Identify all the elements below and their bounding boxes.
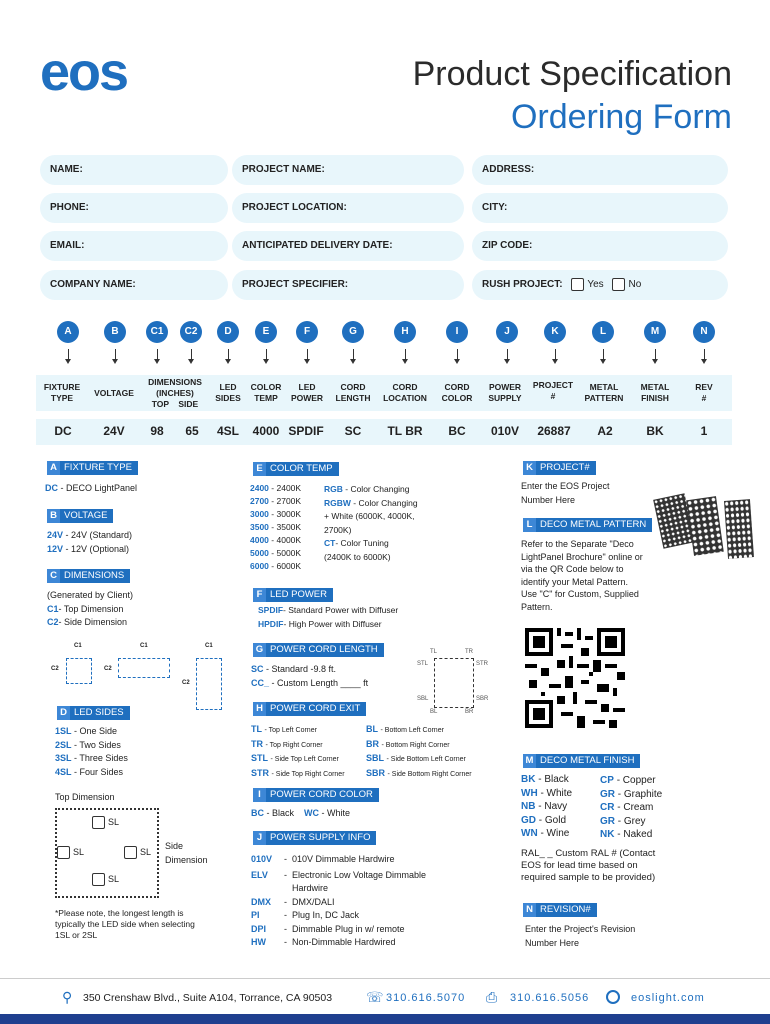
code-circle: J xyxy=(496,321,518,343)
email-field[interactable]: EMAIL: xyxy=(40,231,228,261)
sl-top-checkbox[interactable] xyxy=(92,816,105,829)
section-b-header: B VOLTAGE xyxy=(47,509,113,523)
power-supply-dashes: - - - - - - xyxy=(284,854,287,947)
specifier-field[interactable]: PROJECT SPECIFIER: xyxy=(232,270,464,300)
code-circle: H xyxy=(394,321,416,343)
value-cord-color[interactable]: BC xyxy=(448,424,466,438)
col-project: PROJECT # xyxy=(532,380,574,401)
code-circle: G xyxy=(342,321,364,343)
c2-label: C2 xyxy=(51,666,59,672)
col-led-sides: LED SIDES xyxy=(215,382,241,403)
section-d-header: D LED SIDES xyxy=(57,706,130,720)
page-subtitle: Ordering Form xyxy=(510,98,732,136)
code-circle: D xyxy=(217,321,239,343)
col-power-supply: POWER SUPPLY xyxy=(488,382,522,403)
value-top[interactable]: 98 xyxy=(150,424,164,438)
city-field[interactable]: CITY: xyxy=(472,193,728,223)
section-b-text: 24V - 24V (Standard) 12V - 12V (Optional) xyxy=(47,530,133,554)
code-circle: C2 xyxy=(180,321,202,343)
section-d-text: 1SL - One Side 2SL - Two Sides 3SL - Three Sides 4SL - Four Sides xyxy=(55,726,128,777)
value-cord-location[interactable]: TL BR xyxy=(387,424,423,438)
section-g-header: G POWER CORD LENGTH xyxy=(253,643,384,657)
footer-fax[interactable]: 310.616.5056 xyxy=(510,992,590,1004)
code-circle: K xyxy=(544,321,566,343)
revision-text: Enter the Project's Revision Number Here xyxy=(525,924,636,948)
section-f-header: F LED POWER xyxy=(253,588,333,602)
cord-exit-box xyxy=(434,658,474,708)
value-led-sides[interactable]: 4SL xyxy=(216,424,239,438)
value-led-power[interactable]: SPDIF xyxy=(288,424,324,438)
sl-right-checkbox[interactable] xyxy=(124,846,137,859)
col-voltage: VOLTAGE xyxy=(94,388,134,398)
col-cord-location: CORD LOCATION xyxy=(383,382,427,403)
col-fixture-type: FIXTURE TYPE xyxy=(43,382,81,403)
c1-label: C1 xyxy=(74,643,82,649)
down-arrow-icon xyxy=(307,349,308,361)
diag-label: SBR xyxy=(476,696,489,702)
c2-label: C2 xyxy=(182,680,190,686)
section-a-text: DC - DECO LightPanel xyxy=(45,483,138,493)
sl-bottom-checkbox[interactable] xyxy=(92,873,105,886)
ral-note: RAL_ _ Custom RAL # (Contact EOS for lead time based on required sample to be provided) xyxy=(521,848,656,883)
rush-label: RUSH PROJECT: xyxy=(482,279,563,290)
c1-label: C1 xyxy=(140,643,148,649)
power-supply-descriptions: 010V Dimmable Hardwire Electronic Low Voltage Dimmable Hardwire DMX/DALI Plug In, DC Jack Dimmable Plug in w/ remote Non-Dimmable Hardwired xyxy=(292,854,427,947)
diag-label: SBL xyxy=(417,696,429,702)
value-side[interactable]: 65 xyxy=(185,424,199,438)
value-metal-finish[interactable]: BK xyxy=(646,424,664,438)
footer xyxy=(0,978,770,1015)
color-changing-list: RGB - Color Changing RGBW - Color Changing + White (6000K, 4000K, 2700K) CT- Color Tuning (2400K to 6000K) xyxy=(324,484,418,562)
col-dimensions: DIMENSIONS (INCHES) TOP SIDE xyxy=(148,377,202,409)
metal-finish-right: CP - Copper GR - Graphite CR - Cream GR - Grey NK - Naked xyxy=(600,775,663,840)
c2-label: C2 xyxy=(104,666,112,672)
dimension-tall xyxy=(196,658,222,710)
section-l-header: L DECO METAL PATTERN xyxy=(523,518,652,532)
top-dimension-label: Top Dimension xyxy=(55,792,115,802)
footer-bar xyxy=(0,1014,770,1024)
section-k-header: K PROJECT# xyxy=(523,461,596,475)
down-arrow-icon xyxy=(228,349,229,361)
project-name-field[interactable]: PROJECT NAME: xyxy=(232,155,464,185)
led-sides-note: *Please note, the longest length is typically the LED side when selecting 1SL or 2SL xyxy=(55,908,195,940)
cord-length-list: SC - Standard -9.8 ft. CC_ - Custom Length ____ ft xyxy=(251,664,369,688)
globe-icon xyxy=(606,990,620,1004)
side-dimension-label: Side Dimension xyxy=(165,841,208,865)
down-arrow-icon xyxy=(266,349,267,361)
code-circle: C1 xyxy=(146,321,168,343)
value-metal-pattern[interactable]: A2 xyxy=(597,424,613,438)
footer-web[interactable]: eoslight.com xyxy=(631,992,705,1004)
value-cord-length[interactable]: SC xyxy=(344,424,362,438)
section-e-header: E COLOR TEMP xyxy=(253,462,339,476)
sl-left-checkbox[interactable] xyxy=(57,846,70,859)
rush-yes-label: Yes xyxy=(587,279,604,290)
down-arrow-icon xyxy=(704,349,705,361)
cord-color-list: BC - Black WC - White xyxy=(251,808,351,818)
code-circle: F xyxy=(296,321,318,343)
pattern-sample xyxy=(724,499,754,559)
down-arrow-icon xyxy=(457,349,458,361)
code-circle: M xyxy=(644,321,666,343)
code-circle: A xyxy=(57,321,79,343)
value-project[interactable]: 26887 xyxy=(537,424,571,438)
phone-icon: ☏ xyxy=(366,989,384,1005)
diag-label: BL xyxy=(430,709,438,715)
sl-left: SL xyxy=(57,846,84,860)
code-circle: I xyxy=(446,321,468,343)
name-field[interactable]: NAME: xyxy=(40,155,228,185)
section-i-header: I POWER CORD COLOR xyxy=(253,788,379,802)
down-arrow-icon xyxy=(555,349,556,361)
project-number-text: Enter the EOS Project Number Here xyxy=(521,481,610,505)
diag-label: BR xyxy=(465,709,474,715)
down-arrow-icon xyxy=(191,349,192,361)
down-arrow-icon xyxy=(603,349,604,361)
project-location-field[interactable]: PROJECT LOCATION: xyxy=(232,193,464,223)
down-arrow-icon xyxy=(655,349,656,361)
eos-logo: eos xyxy=(40,42,128,102)
down-arrow-icon xyxy=(405,349,406,361)
diag-label: TL xyxy=(430,649,438,655)
down-arrow-icon xyxy=(115,349,116,361)
fax-icon: ⎙ xyxy=(486,989,498,1005)
dimension-square xyxy=(66,658,92,684)
sl-top: SL xyxy=(92,816,119,830)
footer-address: 350 Crenshaw Blvd., Suite A104, Torrance, CA 90503 xyxy=(83,992,333,1004)
rush-yes-checkbox[interactable] xyxy=(571,278,584,291)
value-rev[interactable]: 1 xyxy=(700,424,708,438)
phone-field[interactable]: PHONE: xyxy=(40,193,228,223)
dimension-wide xyxy=(118,658,170,678)
rush-no-label: No xyxy=(628,279,642,290)
sl-right: SL xyxy=(124,846,151,860)
col-led-power: LED POWER xyxy=(290,382,324,403)
code-circle: L xyxy=(592,321,614,343)
code-circle: N xyxy=(693,321,715,343)
pattern-sample xyxy=(686,496,724,556)
col-metal-finish: METAL FINISH xyxy=(640,382,670,403)
qr-code[interactable] xyxy=(525,628,625,728)
down-arrow-icon xyxy=(353,349,354,361)
down-arrow-icon xyxy=(68,349,69,361)
c1-label: C1 xyxy=(205,643,213,649)
zip-field[interactable]: ZIP CODE: xyxy=(472,231,728,261)
delivery-date-field[interactable]: ANTICIPATED DELIVERY DATE: xyxy=(232,231,464,261)
section-m-header: M DECO METAL FINISH xyxy=(523,754,640,768)
code-circle: E xyxy=(255,321,277,343)
power-supply-codes: 010V ELV DMX PI DPI HW xyxy=(251,854,273,947)
col-color-temp: COLOR TEMP xyxy=(250,382,282,403)
diag-label: TR xyxy=(465,649,473,655)
rush-project-field xyxy=(472,270,728,300)
cord-exit-left-list: TL - Top Left Corner TR - Top Right Corner STL - Side Top Left Corner STR - Side Top Right Corner xyxy=(251,724,345,778)
address-field[interactable]: ADDRESS: xyxy=(472,155,728,185)
code-circle: B xyxy=(104,321,126,343)
location-pin-icon: ⚲ xyxy=(62,989,73,1005)
down-arrow-icon xyxy=(157,349,158,361)
metal-pattern-text: Refer to the Separate "Deco LightPanel Brochure" online or via the QR Code below to identify your Metal Pattern. Use "C" for Custom, Supplied Pattern. xyxy=(521,539,643,612)
col-metal-pattern: METAL PATTERN xyxy=(584,382,624,403)
section-a-header: A FIXTURE TYPE xyxy=(47,461,138,475)
down-arrow-icon xyxy=(507,349,508,361)
cord-exit-right-list: BL - Bottom Left Corner BR - Bottom Right Corner SBL - Side Bottom Left Corner SBR - Side Bottom Right Corner xyxy=(366,724,472,778)
diag-label: STR xyxy=(476,661,488,667)
value-color-temp[interactable]: 4000 xyxy=(252,424,280,438)
rush-no-checkbox[interactable] xyxy=(612,278,625,291)
value-fixture-type[interactable]: DC xyxy=(54,424,72,438)
led-power-list: SPDIF- Standard Power with Diffuser HPDIF- High Power with Diffuser xyxy=(258,605,399,629)
value-voltage[interactable]: 24V xyxy=(103,424,125,438)
col-cord-color: CORD COLOR xyxy=(441,382,473,403)
section-c-header: C DIMENSIONS xyxy=(47,569,130,583)
section-j-header: J POWER SUPPLY INFO xyxy=(253,831,376,845)
section-n-header: N REVISION# xyxy=(523,903,597,917)
metal-finish-left: BK - Black WH - White NB - Navy GD - Gold WN - Wine xyxy=(521,774,573,839)
footer-phone[interactable]: 310.616.5070 xyxy=(386,992,466,1004)
color-temp-list: 2400 - 2400K 2700 - 2700K 3000 - 3000K 3500 - 3500K 4000 - 4000K 5000 - 5000K 6000 - 6000K xyxy=(250,483,302,571)
diag-label: STL xyxy=(417,661,429,667)
col-cord-length: CORD LENGTH xyxy=(335,382,371,403)
value-power-supply[interactable]: 010V xyxy=(490,424,520,438)
section-c-text: (Generated by Client) C1- Top Dimension C2- Side Dimension xyxy=(47,590,134,627)
page-title: Product Specification xyxy=(412,55,732,93)
sl-bottom: SL xyxy=(92,873,119,887)
section-h-header: H POWER CORD EXIT xyxy=(253,702,366,716)
col-rev: REV # xyxy=(695,382,713,403)
company-field[interactable]: COMPANY NAME: xyxy=(40,270,228,300)
